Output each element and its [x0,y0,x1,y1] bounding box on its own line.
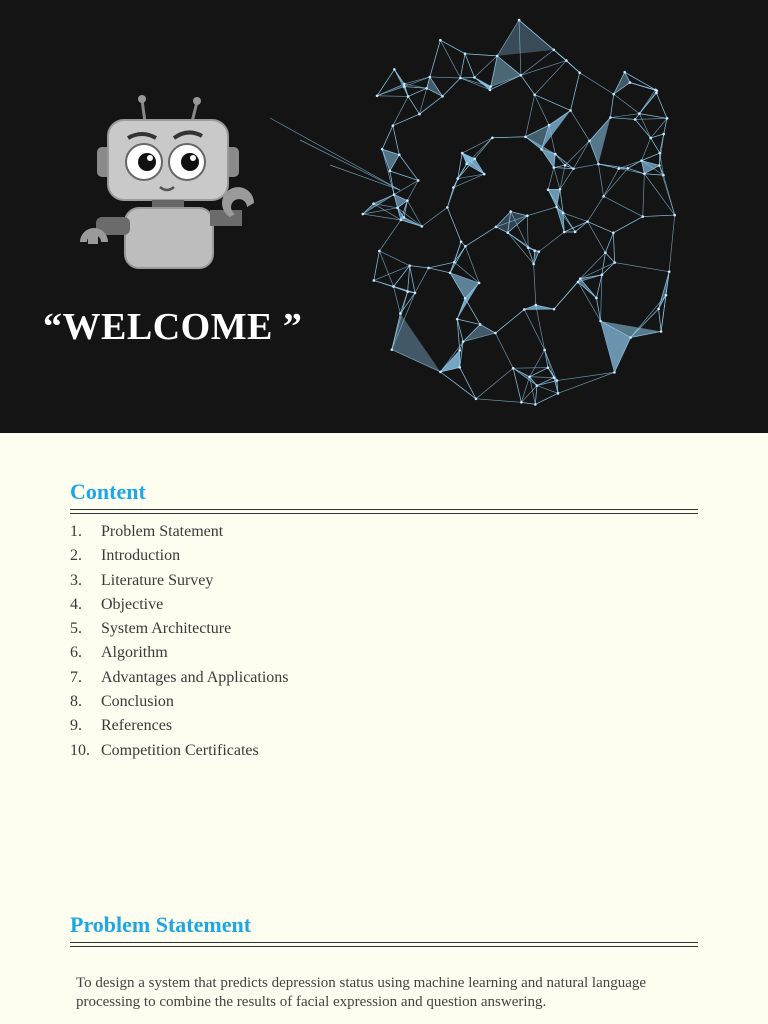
network-edge [390,171,394,195]
network-node [533,93,536,96]
network-edge [557,207,576,232]
network-edge [525,95,534,137]
network-node [456,318,459,321]
network-node [586,220,589,223]
network-edge [404,87,408,97]
network-edge [410,266,415,293]
problem-divider [70,942,698,947]
network-node [540,148,543,151]
network-edge [460,54,465,78]
network-edge [537,381,557,386]
toc-item: 9. References [70,717,173,735]
network-edge [379,251,393,287]
network-node [662,174,665,177]
network-edge [651,118,667,138]
network-node [535,304,538,307]
network-node [393,68,396,71]
network-node [656,89,659,92]
network-edge [601,275,602,321]
network-edge [465,227,496,246]
network-edge [521,75,535,94]
network-node [373,279,376,282]
network-edge [447,207,461,241]
network-node [408,264,411,267]
toc-item: 4. Objective [70,595,164,613]
network-edge [639,114,667,119]
network-facet [614,72,630,94]
network-edge [393,114,420,126]
network-edge [419,88,426,114]
network-node [439,371,442,374]
network-node [523,308,526,311]
network-node [425,87,428,90]
network-node [524,135,527,138]
network-edge [659,165,674,215]
network-edge [530,377,554,378]
network-edge [573,164,598,169]
network-node [655,92,658,95]
network-node [555,206,558,209]
network-edge [651,138,660,153]
network-node [439,39,442,42]
network-node [361,213,364,216]
network-edge [443,78,461,96]
network-node [392,124,395,127]
network-node [389,170,392,173]
network-edge [430,77,461,78]
network-edge [643,215,675,216]
network-node [399,312,402,315]
network-edge [404,77,430,84]
network-edge [554,279,580,309]
network-node [393,193,396,196]
network-edge [394,286,415,292]
network-edge [659,309,662,332]
network-edge [521,50,554,75]
network-edge [513,368,548,369]
network-node [553,166,556,169]
network-edge [644,174,663,175]
network-node [657,308,660,311]
network-node [462,340,465,343]
network-node [427,267,430,270]
network-node [403,85,406,88]
network-edge [374,195,394,204]
network-node [483,173,486,176]
network-node [629,81,632,84]
network-node [464,245,467,248]
network-node [459,77,462,80]
network-node [569,109,572,112]
network-node [553,308,556,311]
network-edge [635,119,651,138]
network-node [673,214,676,217]
network-node [617,167,620,170]
network-edge [613,217,642,233]
toc-item: 3. Literature Survey [70,571,214,589]
network-node [563,231,566,234]
network-node [372,202,375,205]
network-edge [408,266,410,292]
network-edge [630,83,657,91]
network-node [473,76,476,79]
network-edge [458,174,484,178]
network-edge [400,292,407,314]
network-edge [554,165,565,167]
network-node [604,251,607,254]
network-node [548,124,551,127]
toc-item: 2. Introduction [70,547,181,565]
network-edge [635,118,667,119]
network-node [453,261,456,264]
network-node [446,206,449,209]
network-node [512,367,515,370]
network-node [520,74,523,77]
network-node [547,366,550,369]
content-heading: Content [70,479,146,504]
network-edge [300,140,400,190]
network-edge [399,155,418,181]
network-edge [578,282,596,298]
network-node [475,398,478,401]
network-edge [429,262,455,268]
network-node [538,250,541,253]
toc-item: 1. Problem Statement [70,523,224,540]
network-edge [539,232,564,252]
network-node [465,163,468,166]
network-edge [476,399,521,403]
network-node [391,348,394,351]
network-node [407,95,410,98]
network-edge [465,54,497,56]
network-edge [408,96,419,114]
table-of-contents [70,523,289,766]
network-node [532,263,535,266]
network-edge [379,220,400,251]
network-node [564,164,567,167]
network-node [464,52,467,55]
welcome-banner [0,0,768,433]
network-edge [537,378,554,386]
network-node [506,231,509,234]
network-node [613,371,616,374]
network-edge [467,138,493,164]
network-edge [564,222,587,232]
network-edge [460,367,476,398]
network-node [495,226,498,229]
network-node [489,85,492,88]
toc-item: 10. Competition Certificates [70,741,259,759]
network-node [557,392,560,395]
network-node [609,116,612,119]
network-node [668,270,671,273]
network-node [520,401,523,404]
network-edge [410,266,429,268]
network-edge [604,196,643,216]
network-edge [571,73,580,111]
network-node [400,219,403,222]
network-node [526,214,529,217]
robot-mascot-icon [70,92,270,277]
network-node [489,89,492,92]
network-edge [656,93,667,118]
network-node [458,349,461,352]
network-edge [604,168,628,196]
network-node [623,71,626,74]
network-edge [513,368,529,377]
network-node [518,19,521,22]
network-edge [610,118,635,120]
network-edge [422,207,448,226]
network-edge [474,77,490,86]
network-node [398,153,401,156]
network-node [528,375,531,378]
toc-item: 7. Advantages and Applications [70,668,289,686]
network-node [562,212,565,215]
network-edge [465,298,480,324]
network-edge [374,251,380,280]
network-node [527,246,530,249]
toc-item: 8. Conclusion [70,693,174,711]
network-edge [415,268,429,293]
network-node [392,285,395,288]
network-edge [408,88,427,96]
network-node [441,95,444,98]
network-node [574,231,577,234]
network-edge [557,372,615,380]
network-node [449,271,452,274]
network-node [461,152,464,155]
network-edge [382,126,393,150]
network-node [494,332,497,335]
network-node [640,159,643,162]
network-edge [460,78,490,87]
network-edge [535,386,537,405]
network-edge [495,309,524,333]
network-edge [643,174,645,217]
network-node [658,164,661,167]
network-node [553,49,556,52]
network-edge [604,169,619,197]
network-node [406,290,409,293]
network-node [406,199,409,202]
network-node [612,93,615,96]
toc-item: 6. Algorithm [70,644,168,662]
network-edge [605,233,613,253]
network-edge [659,272,670,309]
network-node [376,94,379,97]
network-edge [457,319,480,324]
network-edge [440,372,476,399]
content-divider [70,509,698,514]
network-edge [644,174,674,215]
network-node [612,231,615,234]
network-edge [270,118,400,190]
network-node [414,292,417,295]
network-node [554,153,557,156]
network-node [599,320,602,323]
network-edge [535,95,571,111]
network-edge [394,286,401,313]
network-node [533,249,536,252]
network-edge [537,386,558,394]
network-node [418,113,421,116]
network-node [496,55,499,58]
network-node [565,59,568,62]
network-node [601,274,604,277]
network-edge [610,94,613,117]
network-node [429,76,432,79]
network-edge [613,233,614,263]
network-edge [476,368,513,399]
network-edge [610,114,639,118]
network-node [658,152,661,155]
network-edge [639,114,650,138]
network-node [559,188,562,191]
network-edge [495,333,513,368]
network-edge [639,93,656,114]
network-edge [588,196,604,221]
problem-statement-heading: Problem Statement [70,912,252,937]
network-node [378,250,381,253]
toc-item: 5. System Architecture [70,620,232,638]
network-node [666,117,669,120]
network-edge [394,69,404,86]
network-edge [588,222,614,233]
network-node [629,336,632,339]
network-edge [363,214,401,220]
network-edge [536,305,545,350]
network-facet [589,118,610,164]
network-node [536,384,539,387]
network-edge [535,393,558,404]
network-edge [374,280,408,291]
network-node [381,148,384,151]
network-edge [419,96,442,114]
network-node [403,83,406,86]
network-facet [463,324,495,341]
network-facet [450,273,479,299]
network-edge [524,309,544,350]
network-node [473,158,476,161]
network-edge [521,377,529,403]
network-node [556,379,559,382]
network-node [665,294,668,297]
network-node [649,137,652,140]
network-edge [548,168,554,190]
network-node [460,241,463,244]
network-edge [377,87,404,96]
network-edge [465,54,474,78]
network-edge [377,96,408,97]
network-node [396,207,399,210]
network-edge [605,253,614,263]
network-edge [575,222,587,232]
network-node [638,112,641,115]
network-node [478,282,481,285]
network-edge [534,264,536,305]
network-edge [508,233,535,251]
network-edge [390,171,418,180]
network-node [421,225,424,228]
network-node [479,323,482,326]
network-edge [474,77,490,89]
network-node [534,403,537,406]
network-node [417,179,420,182]
network-node [660,330,663,333]
network-edge [527,216,528,248]
network-node [602,195,605,198]
network-node [509,210,512,213]
network-edge [393,96,408,125]
network-node [464,297,467,300]
network-edge [554,168,560,190]
network-node [588,140,591,143]
network-edge [379,251,409,266]
network-node [458,366,461,369]
network-node [662,133,665,136]
network-node [491,136,494,139]
welcome-title: “WELCOME ” [43,306,303,348]
network-node [597,163,600,166]
problem-statement-text: To design a system that predicts depression status using machine learning and natural language processing to combine the results of facial expression and question answering. [76,975,647,1010]
network-edge [571,110,590,140]
network-node [543,349,546,352]
network-edge [447,188,453,208]
network-node [595,297,598,300]
network-node [577,281,580,284]
network-node [456,177,459,180]
network-edge [580,73,614,94]
network-node [572,167,575,170]
network-edge [615,263,669,272]
network-node [613,261,616,264]
network-edge [527,207,556,216]
network-node [626,167,629,170]
network-edge [460,77,474,78]
network-edge [558,372,614,393]
network-edge [545,350,557,381]
network-edge [429,268,451,273]
network-node [578,71,581,74]
network-edge [598,164,603,196]
network-edge [535,95,549,125]
network-edge [457,298,465,319]
network-edge [580,279,596,298]
network-edge [462,138,492,153]
network-edge [614,94,640,113]
network-node [553,376,556,379]
network-node [579,277,582,280]
network-node [547,188,550,191]
network-edge [555,154,565,165]
network-node [641,215,644,218]
network-node [403,216,406,219]
network-node [643,172,646,175]
network-node [452,186,455,189]
network-edge [393,126,399,155]
network-edge [669,215,675,272]
network-edge [492,137,525,138]
network-edge [404,77,429,87]
network-node [634,118,637,121]
network-edge [521,402,535,404]
network-edge [588,222,606,253]
